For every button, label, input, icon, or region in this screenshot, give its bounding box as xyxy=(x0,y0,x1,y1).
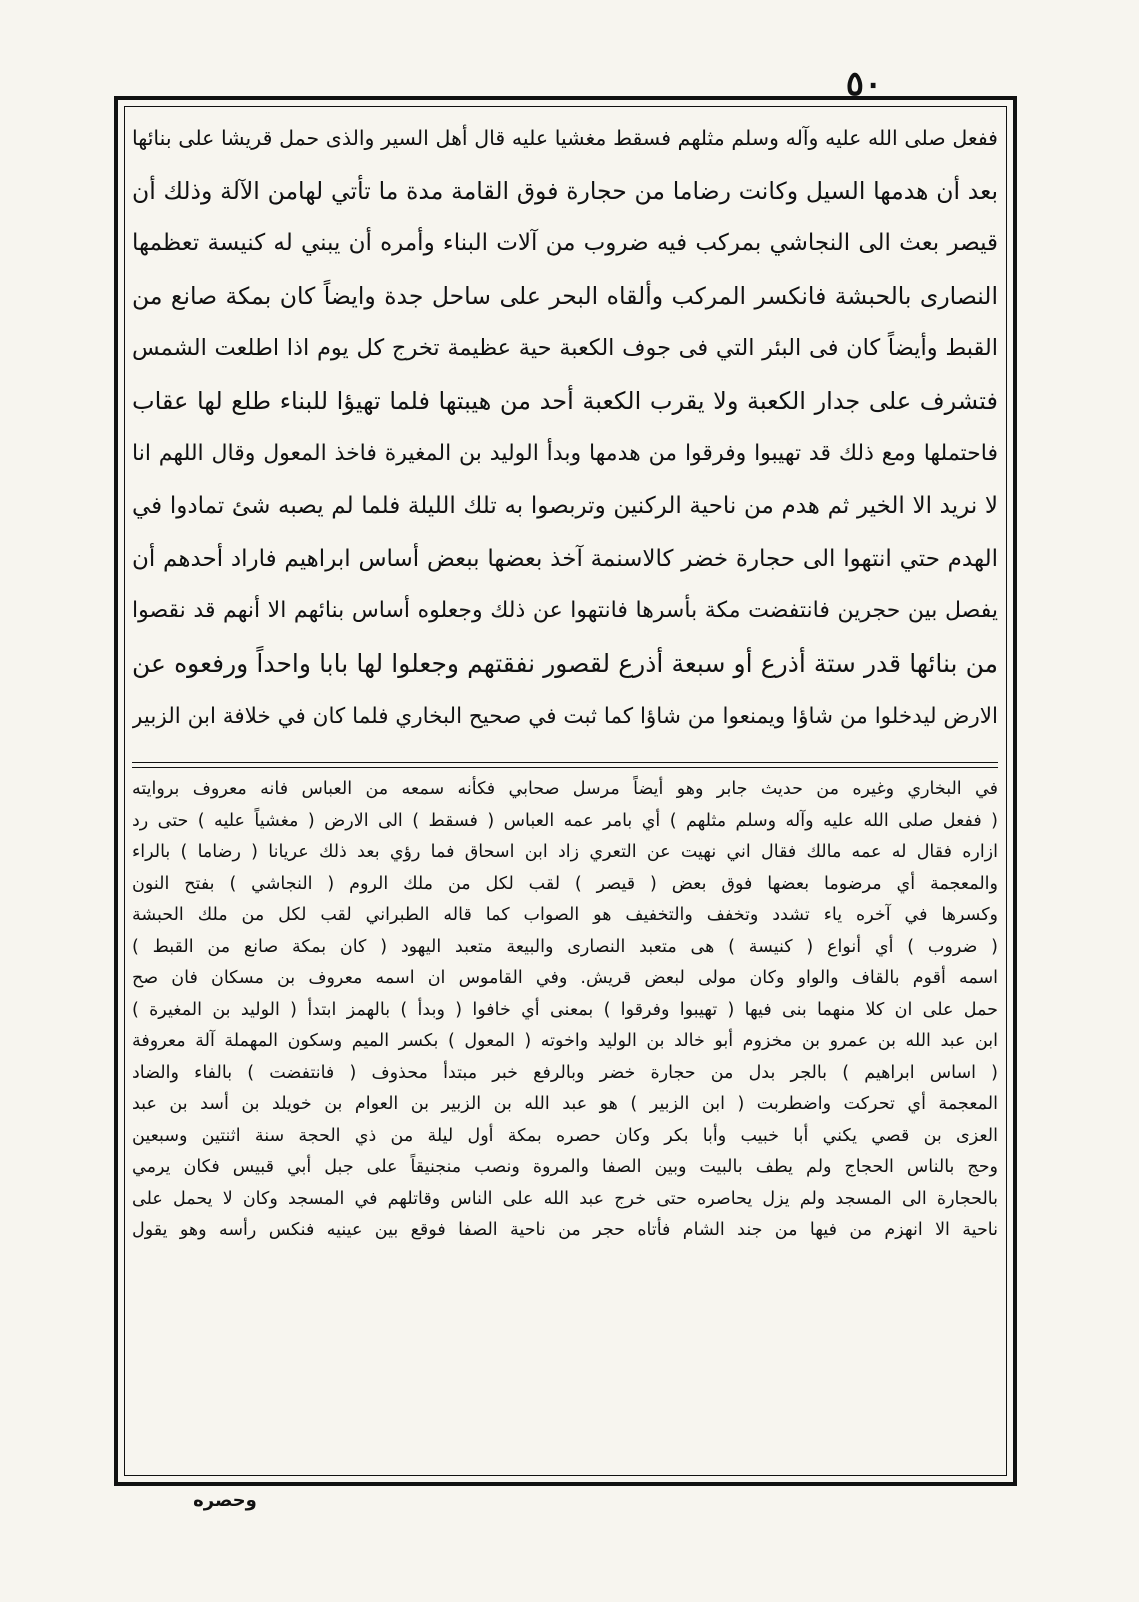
commentary-line: وكسرها في آخره ياء تشدد وتخفف والتخفيف هو الصواب كما قاله الطبراني لقب لكل من ملك الحبشة xyxy=(132,905,998,925)
main-text-line: القبط وأيضاً كان فى البئر التي فى جوف الكعبة حية عظيمة تخرج كل يوم اذا اطلعت الشمس xyxy=(132,335,998,362)
main-text-line: ففعل صلى الله عليه وآله وسلم مثلهم فسقط مغشيا عليه قال أهل السير والذى حمل قريشا على بنائها xyxy=(132,126,998,150)
commentary-line: العزى بن قصي يكني أبا خبيب وأبا بكر وكان حصره بمكة أول ليلة من ذي الحجة سنة اثنتين وسبعين xyxy=(132,1125,998,1146)
main-text-line: النصارى بالحبشة فانكسر المركب وألقاه البحر على ساحل جدة وايضاً كان بمكة صانع من xyxy=(132,281,998,310)
main-text-line: الارض ليدخلوا من شاؤا ويمنعوا من شاؤا كما ثبت في صحيح البخاري فلما كان في خلافة ابن الزبير xyxy=(132,703,998,729)
commentary-line: حمل على ان كلا منهما بنى فيها ( تهيبوا وفرقوا ) بمعنى أي خافوا ( وبدأ ) بالهمز ابتدأ ( الوليد بن المغيرة ) xyxy=(132,999,998,1020)
commentary-line: ( ففعل صلى الله عليه وآله وسلم مثلهم ) أي بامر عمه العباس ( فسقط ) الى الارض ( مغشياً عليه ) حتى رد xyxy=(132,810,998,831)
commentary-line: في البخاري وغيره من حديث جابر وهو أيضاً مرسل صحابي فكأنه سمعه من العباس فانه معروف بروايته xyxy=(132,779,998,799)
section-divider xyxy=(132,767,998,768)
commentary-line: ( ضروب ) أي أنواع ( كنيسة ) هى متعبد النصارى والبيعة متعبد اليهود ( كان بمكة صانع من القبط ) xyxy=(132,936,998,957)
commentary-line: ابن عبد الله بن عمرو بن مخزوم أبو خالد بن الوليد واخوته ( المعول ) بكسر الميم وسكون المهملة آلة معروفة xyxy=(132,1031,998,1051)
commentary-line: ناحية الا انهزم من فيها من جند الشام فأتاه حجر من ناحية الصفا فوقع بين عينيه فنكس رأسه وهو يقول xyxy=(132,1220,998,1240)
main-text-line: فتشرف على جدار الكعبة ولا يقرب الكعبة أحد من هيبتها فلما تهيؤا للبناء طلع لها عقاب xyxy=(132,386,998,415)
commentary-line: المعجمة أي تحركت واضطربت ( ابن الزبير ) هو عبد الله بن الزبير بن العوام بن خويلد بن أسد بن عبد xyxy=(132,1094,998,1114)
page-number: ٥٠ xyxy=(845,64,883,104)
commentary-line: والمعجمة أي مرضوما بعضها فوق بعض ( قيصر ) لقب لكل من ملك الروم ( النجاشي ) بفتح النون xyxy=(132,873,998,894)
main-text-line: قيصر بعث الى النجاشي بمركب فيه ضروب من آلات البناء وأمره أن يبني له كنيسة تعظمها xyxy=(132,230,998,257)
main-text-block xyxy=(132,112,998,743)
commentary-line: ( اساس ابراهيم ) بالجر بدل من حجارة خضر وبالرفع خبر مبتدأ محذوف ( فانتفضت ) بالفاء والضاد xyxy=(132,1062,998,1083)
main-text-line: من بنائها قدر ستة أذرع أو سبعة أذرع لقصور نفقتهم وجعلوا لها بابا واحداً ورفعوه عن xyxy=(132,648,998,678)
main-text-line: بعد أن هدمها السيل وكانت رضاما من حجارة فوق القامة مدة ما تأتي لهامن الآلة وذلك أن xyxy=(132,176,998,205)
main-text-line: يفصل بين حجرين فانتفضت مكة بأسرها فانتهوا عن ذلك وجعلوه أساس بنائهم الا أنهم قد نقصوا xyxy=(132,598,998,624)
section-divider xyxy=(132,762,998,763)
commentary-line: بالحجارة الى المسجد ولم يزل يحاصره حتى خرج عبد الله على الناس وقاتلهم في المسجد وكان لا يحمل على xyxy=(132,1188,998,1209)
main-text-line: فاحتملها ومع ذلك قد تهيبوا وفرقوا من هدمها وبدأ الوليد بن المغيرة فاخذ المعول وقال اللهم انا xyxy=(132,440,998,466)
commentary-line: اسمه أقوم بالقاف والواو وكان مولى لبعض قريش. وفي القاموس ان اسمه معروف بن مسكان فان صح xyxy=(132,968,998,988)
commentary-line: وحج بالناس الحجاج ولم يطف بالبيت وبين الصفا والمروة ونصب منجنيقاً على جبل أبي قبيس فكان يرمي xyxy=(132,1157,998,1177)
commentary-line: ازاره فقال له عمه مالك فقال اني نهيت عن التعري زاد ابن اسحاق فما رؤي بعد ذلك عريانا ( رضاما ) بالراء xyxy=(132,842,998,862)
commentary-block xyxy=(132,774,998,1247)
main-text-line: الهدم حتي انتهوا الى حجارة خضر كالاسنمة آخذ بعضها ببعض أساس ابراهيم فاراد أحدهم أن xyxy=(132,545,998,572)
catchword: وحصره xyxy=(193,1490,257,1511)
main-text-line: لا نريد الا الخير ثم هدم من ناحية الركنين وتربصوا به تلك الليلة فلما لم يصبه شئ تمادوا في xyxy=(132,493,998,520)
